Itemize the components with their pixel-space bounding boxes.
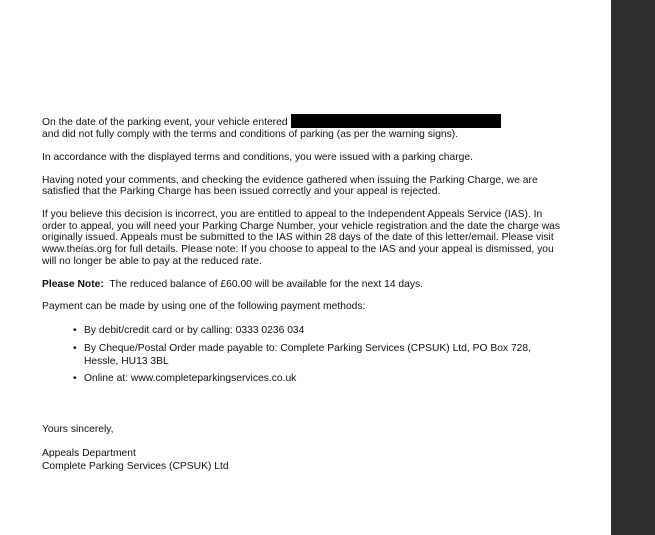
paragraph-line: originally issued. Appeals must be submitted to the IAS within 28 days of the date of this letter/email. Please visit (42, 232, 554, 244)
payment-methods-list (42, 324, 582, 386)
bullet-icon: • (73, 325, 77, 337)
spacer (42, 390, 582, 424)
paragraph-line: Having noted your comments, and checking the evidence gathered when issuing the Parking Charge, we are (42, 174, 538, 186)
please-note-label: Please Note: (42, 278, 104, 290)
list-item (74, 324, 582, 338)
please-note-paragraph (42, 279, 582, 291)
bullet-icon: • (73, 342, 77, 354)
signature-block (42, 447, 582, 473)
paragraph-line: In accordance with the displayed terms and conditions, you were issued with a parking charge. (42, 151, 473, 163)
payment-intro (42, 301, 582, 313)
bullet-icon: • (73, 373, 77, 385)
payment-method-cheque: By Cheque/Postal Order made payable to: Complete Parking Services (CPSUK) Ltd, PO Box 728, (84, 342, 531, 354)
paragraph-line: satisfied that the Parking Charge has been issued correctly and your appeal is rejected. (42, 186, 441, 198)
paragraph-line (42, 114, 582, 129)
paragraph-charge-issued (42, 152, 582, 164)
paragraph-line: will no longer be able to pay at the reduced rate. (42, 255, 262, 267)
list-item (74, 372, 582, 386)
payment-method-online: Online at: www.completeparkingservices.co.uk (84, 373, 297, 385)
paragraph-line: order to appeal, you will need your Parking Charge Number, your vehicle registration and the date the charge was (42, 220, 561, 232)
paragraph-appeal-rejected (42, 175, 582, 198)
paragraph-line: www.theias.org for full details. Please note: If you choose to appeal to the IAS and your appeal is dismissed, you (42, 243, 554, 255)
signature-company: Complete Parking Services (CPSUK) Ltd (42, 461, 229, 473)
list-item (74, 342, 582, 369)
paragraph-ias-appeal (42, 209, 582, 267)
letter-body (42, 114, 582, 474)
payment-method-card: By debit/credit card or by calling: 0333 0236 034 (84, 325, 305, 337)
payment-method-cheque-address: Hessle, HU13 3BL (84, 356, 169, 368)
paragraph-line: If you believe this decision is incorrect, you are entitled to appeal to the Independent Appeals Service (IAS). In (42, 209, 543, 221)
paragraph-text: On the date of the parking event, your vehicle entered (42, 117, 288, 128)
paragraph-line: Payment can be made by using one of the following payment methods: (42, 301, 366, 313)
please-note-text: The reduced balance of £60.00 will be available for the next 14 days. (109, 278, 424, 290)
signature-department: Appeals Department (42, 448, 136, 460)
paragraph-parking-event (42, 114, 582, 140)
closing-salutation: Yours sincerely, (42, 423, 114, 435)
paragraph-line (42, 279, 582, 291)
viewer-side-panel (611, 0, 655, 535)
paragraph-line: and did not fully comply with the terms and conditions of parking (as per the warning signs). (42, 128, 459, 140)
redacted-location-block (291, 114, 501, 128)
